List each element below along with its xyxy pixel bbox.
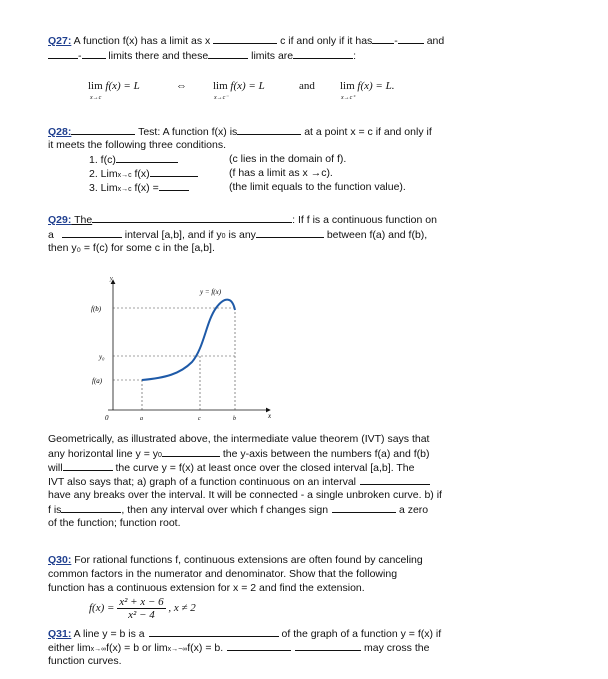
- q27-lim3: lim f(x) = L.: [340, 80, 395, 92]
- q30-formula: f(x) = $\frac{\text{x² + x − 6}}{\text{x² − 4}}$ , x ≠ 2: [89, 596, 196, 621]
- ivt-para-5: have any breaks over the interval. It will be connected - a single unbroken curve. b) if: [48, 489, 442, 501]
- q28-cond1: 1. f(c): [89, 153, 178, 167]
- svg-text:f(b): f(b): [91, 305, 102, 313]
- q28-note1: (c lies in the domain of f).: [229, 153, 347, 165]
- blank[interactable]: [82, 49, 106, 59]
- svg-text:x: x: [268, 412, 272, 420]
- blank[interactable]: [116, 153, 178, 163]
- ivt-para-4: IVT also says that; a) graph of a function continuous on an interval: [48, 475, 430, 489]
- q30-label: Q30:: [48, 554, 72, 566]
- q28-cond3: 3. Limx→c f(x) =: [89, 181, 189, 196]
- q28-label: Q28:: [48, 126, 72, 138]
- curve-label: y = f(x): [200, 288, 222, 296]
- blank[interactable]: [71, 125, 135, 135]
- blank[interactable]: [61, 503, 121, 513]
- iff-icon: ⇔: [176, 80, 187, 92]
- svg-text:c: c: [198, 416, 201, 422]
- blank[interactable]: [92, 213, 212, 223]
- blank[interactable]: [398, 34, 424, 44]
- blank[interactable]: [212, 213, 292, 223]
- blank[interactable]: [63, 461, 113, 471]
- q28-note2: (f has a limit as x →c).: [229, 167, 333, 179]
- blank[interactable]: [295, 641, 361, 651]
- ivt-para-6: f is , then any interval over which f changes sign a zero: [48, 504, 429, 516]
- blank[interactable]: [227, 641, 291, 651]
- blank[interactable]: [293, 49, 353, 59]
- q28-cond2: 2. Limx→c f(x): [89, 167, 198, 182]
- svg-text:a: a: [140, 416, 143, 422]
- q31-line1: Q31: A line y = b is a of the graph of a function y = f(x) if: [48, 628, 442, 640]
- q29-line2: a interval [a,b], and if y0 is any between f(a) and f(b),: [48, 229, 428, 241]
- blank[interactable]: [372, 34, 394, 44]
- q29-line1: Q29: The : If f is a continuous function on: [48, 214, 437, 226]
- q29-line3: then y₀ = f(c) for some c in the [a,b].: [48, 242, 215, 254]
- q31-line2: either limx→∞f(x) = b or limx→−∞f(x) = b. may cross the: [48, 642, 430, 654]
- ivt-para-3: will the curve y = f(x) at least once over the closed interval [a,b]. The: [48, 462, 415, 474]
- svg-text:b: b: [233, 416, 236, 422]
- svg-text:f(a): f(a): [92, 377, 103, 385]
- q27-line1: Q27: A function f(x) has a limit as x c if and only if it has - and: [48, 35, 445, 47]
- q27-lim2: lim f(x) = L: [213, 80, 265, 92]
- blank[interactable]: [213, 34, 277, 44]
- blank[interactable]: [149, 627, 279, 637]
- ivt-graph: [80, 270, 290, 430]
- q27-lim1: lim f(x) = L: [88, 80, 140, 92]
- q29-label: Q29:: [48, 214, 72, 226]
- q28-note3: (the limit equals to the function value).: [229, 181, 406, 193]
- blank[interactable]: [208, 49, 248, 59]
- q28-line2: it meets the following three conditions.: [48, 139, 227, 151]
- q28-line1: Q28: Test: A function f(x) is at a point x = c if and only if: [48, 126, 432, 138]
- blank[interactable]: [162, 447, 220, 457]
- blank[interactable]: [48, 49, 78, 59]
- svg-text:y₀: y₀: [99, 353, 105, 361]
- blank[interactable]: [256, 228, 324, 238]
- q30-line1: Q30: For rational functions f, continuous extensions are often found by canceling: [48, 554, 423, 566]
- curve: [142, 300, 235, 380]
- blank[interactable]: [62, 228, 122, 238]
- blank[interactable]: [237, 125, 301, 135]
- ivt-para-7: of the function; function root.: [48, 517, 181, 529]
- blank[interactable]: [360, 475, 430, 485]
- ivt-para-2: any horizontal line y = y0 the y-axis between the numbers f(a) and f(b): [48, 448, 430, 460]
- q27-label: Q27:: [48, 35, 72, 47]
- q27-line2: - limits there and these limits are :: [48, 49, 356, 63]
- svg-text:0: 0: [105, 414, 109, 422]
- q31-line3: function curves.: [48, 655, 122, 667]
- ivt-para-1: Geometrically, as illustrated above, the intermediate value theorem (IVT) says that: [48, 433, 430, 445]
- blank[interactable]: [332, 503, 396, 513]
- q30-line3: function has a continuous extension for x = 2 and find the extension.: [48, 582, 365, 594]
- svg-text:y: y: [110, 276, 113, 282]
- blank[interactable]: [150, 167, 198, 177]
- q30-line2: common factors in the numerator and denominator. Show that the following: [48, 568, 398, 580]
- q31-label: Q31:: [48, 628, 72, 640]
- blank[interactable]: [159, 181, 189, 191]
